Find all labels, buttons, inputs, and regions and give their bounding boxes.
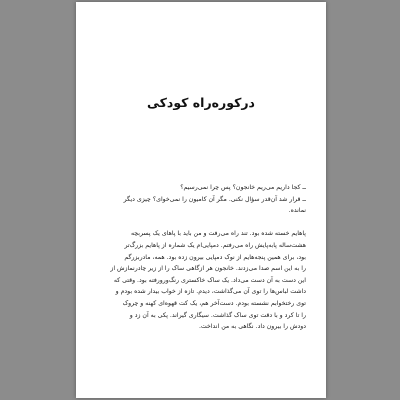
text-line: توی رختخوابم نشسته بودم. دست‌آخر هم، یک کت قهوه‌ای کهنه و چروک bbox=[122, 299, 306, 307]
text-line: هشت‌ساله پابه‌پایش راه می‌رفتم. دمپایی‌ام یک شماره از پاهایم بزرگ‌تر bbox=[124, 241, 306, 249]
text-line: نمانده. bbox=[288, 207, 306, 215]
text-line: ــ کجا داریم می‌ریم خانجون؟ پس چرا نمی‌رسیم؟ bbox=[180, 184, 306, 191]
book-page bbox=[76, 2, 326, 398]
text-line: داشت لباس‌ها را توی آن می‌گذاشت، دیدم. تازه از خواب بیدار شده بودم و bbox=[115, 288, 306, 296]
text-line: را تا کرد و با دقت توی ساک گذاشت. سیگاری گیراند. پکی به آن زد و bbox=[129, 311, 306, 319]
text-line: دودش را بیرون داد. نگاهی به من انداخت. bbox=[198, 323, 306, 331]
text-line: ــ قرار شد آن‌قدر سؤال نکنی. مگر آن کامیون را نمی‌خوای؟ چیزی دیگر bbox=[123, 195, 306, 203]
text-line: بود، برای همین پنجه‌هایم از نوک دمپایی بیرون زده بود. همه، مادربزرگم bbox=[124, 253, 306, 261]
paragraph-gap bbox=[96, 217, 306, 229]
chapter-body bbox=[96, 182, 306, 333]
text-line: این دست به آن دست می‌داد. یک ساک خاکستری رنگ‌ورورفته بود. وقتی که bbox=[113, 276, 306, 284]
text-line: را به این اسم صدا می‌زدند. خانجون هر ازگاهی ساک را از زیر چادرنمازش از bbox=[110, 265, 306, 273]
text-line: پاهایم خسته شده بود. تند راه می‌رفت و من باید با پاهای یک پسربچه bbox=[130, 230, 306, 238]
chapter-title: درکوره‌راه کودکی bbox=[147, 95, 255, 110]
